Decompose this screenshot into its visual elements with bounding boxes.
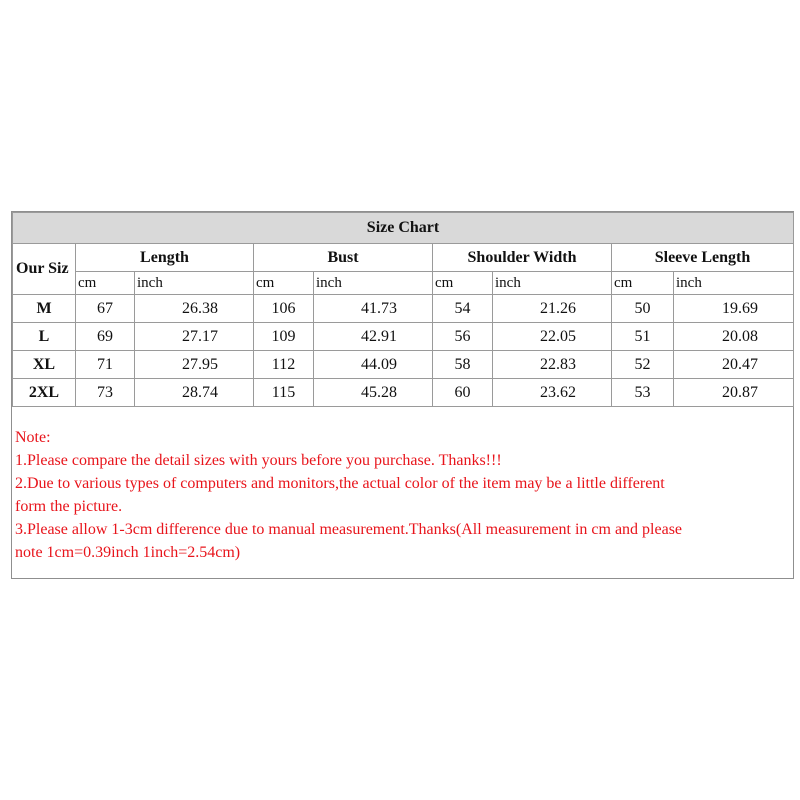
table-row xyxy=(13,323,794,351)
cm-value-cell: 112 xyxy=(254,351,314,379)
column-header-length: Length xyxy=(76,244,254,272)
cm-value-cell: 73 xyxy=(76,379,135,407)
cm-value-cell: 115 xyxy=(254,379,314,407)
size-chart xyxy=(11,211,794,579)
inch-value-cell: 22.83 xyxy=(493,351,612,379)
inch-value-cell: 19.69 xyxy=(674,295,794,323)
notes-section xyxy=(15,426,790,564)
inch-value-cell: 20.08 xyxy=(674,323,794,351)
table-row xyxy=(13,295,794,323)
unit-label: inch xyxy=(674,272,794,295)
cm-value-cell: 67 xyxy=(76,295,135,323)
notes-heading: Note: xyxy=(15,429,51,446)
inch-value-cell: 41.73 xyxy=(314,295,433,323)
column-header-sleeve-length: Sleeve Length xyxy=(612,244,794,272)
unit-label: cm xyxy=(612,272,674,295)
unit-label: cm xyxy=(76,272,135,295)
cm-value-cell: 106 xyxy=(254,295,314,323)
inch-value-cell: 23.62 xyxy=(493,379,612,407)
inch-value-cell: 44.09 xyxy=(314,351,433,379)
cm-value-cell: 53 xyxy=(612,379,674,407)
inch-value-cell: 28.74 xyxy=(135,379,254,407)
table-title: Size Chart xyxy=(13,213,794,244)
column-header-shoulder-width: Shoulder Width xyxy=(433,244,612,272)
column-header-bust: Bust xyxy=(254,244,433,272)
inch-value-cell: 22.05 xyxy=(493,323,612,351)
inch-value-cell: 21.26 xyxy=(493,295,612,323)
unit-label: cm xyxy=(433,272,493,295)
note-line: note 1cm=0.39inch 1inch=2.54cm) xyxy=(15,544,241,561)
cm-value-cell: 69 xyxy=(76,323,135,351)
inch-value-cell: 42.91 xyxy=(314,323,433,351)
inch-value-cell: 45.28 xyxy=(314,379,433,407)
inch-value-cell: 27.17 xyxy=(135,323,254,351)
size-label: XL xyxy=(13,351,76,379)
cm-value-cell: 60 xyxy=(433,379,493,407)
note-line: 2.Due to various types of computers and monitors,the actual color of the item may be a little different xyxy=(15,475,665,492)
note-line: form the picture. xyxy=(15,498,123,515)
cm-value-cell: 58 xyxy=(433,351,493,379)
cm-value-cell: 54 xyxy=(433,295,493,323)
size-label: L xyxy=(13,323,76,351)
cm-value-cell: 51 xyxy=(612,323,674,351)
table-row xyxy=(13,379,794,407)
cm-value-cell: 56 xyxy=(433,323,493,351)
cm-value-cell: 71 xyxy=(76,351,135,379)
unit-label: inch xyxy=(135,272,254,295)
size-column-header: Our Siz xyxy=(13,244,76,295)
cm-value-cell: 109 xyxy=(254,323,314,351)
size-label: M xyxy=(13,295,76,323)
inch-value-cell: 20.47 xyxy=(674,351,794,379)
unit-label: cm xyxy=(254,272,314,295)
cm-value-cell: 50 xyxy=(612,295,674,323)
table-row xyxy=(13,351,794,379)
size-label: 2XL xyxy=(13,379,76,407)
note-line: 1.Please compare the detail sizes with yours before you purchase. Thanks!!! xyxy=(15,452,502,469)
size-table xyxy=(12,212,794,407)
note-line: 3.Please allow 1-3cm difference due to manual measurement.Thanks(All measurement in cm and please xyxy=(15,521,683,538)
cm-value-cell: 52 xyxy=(612,351,674,379)
inch-value-cell: 27.95 xyxy=(135,351,254,379)
inch-value-cell: 26.38 xyxy=(135,295,254,323)
unit-label: inch xyxy=(314,272,433,295)
inch-value-cell: 20.87 xyxy=(674,379,794,407)
unit-label: inch xyxy=(493,272,612,295)
